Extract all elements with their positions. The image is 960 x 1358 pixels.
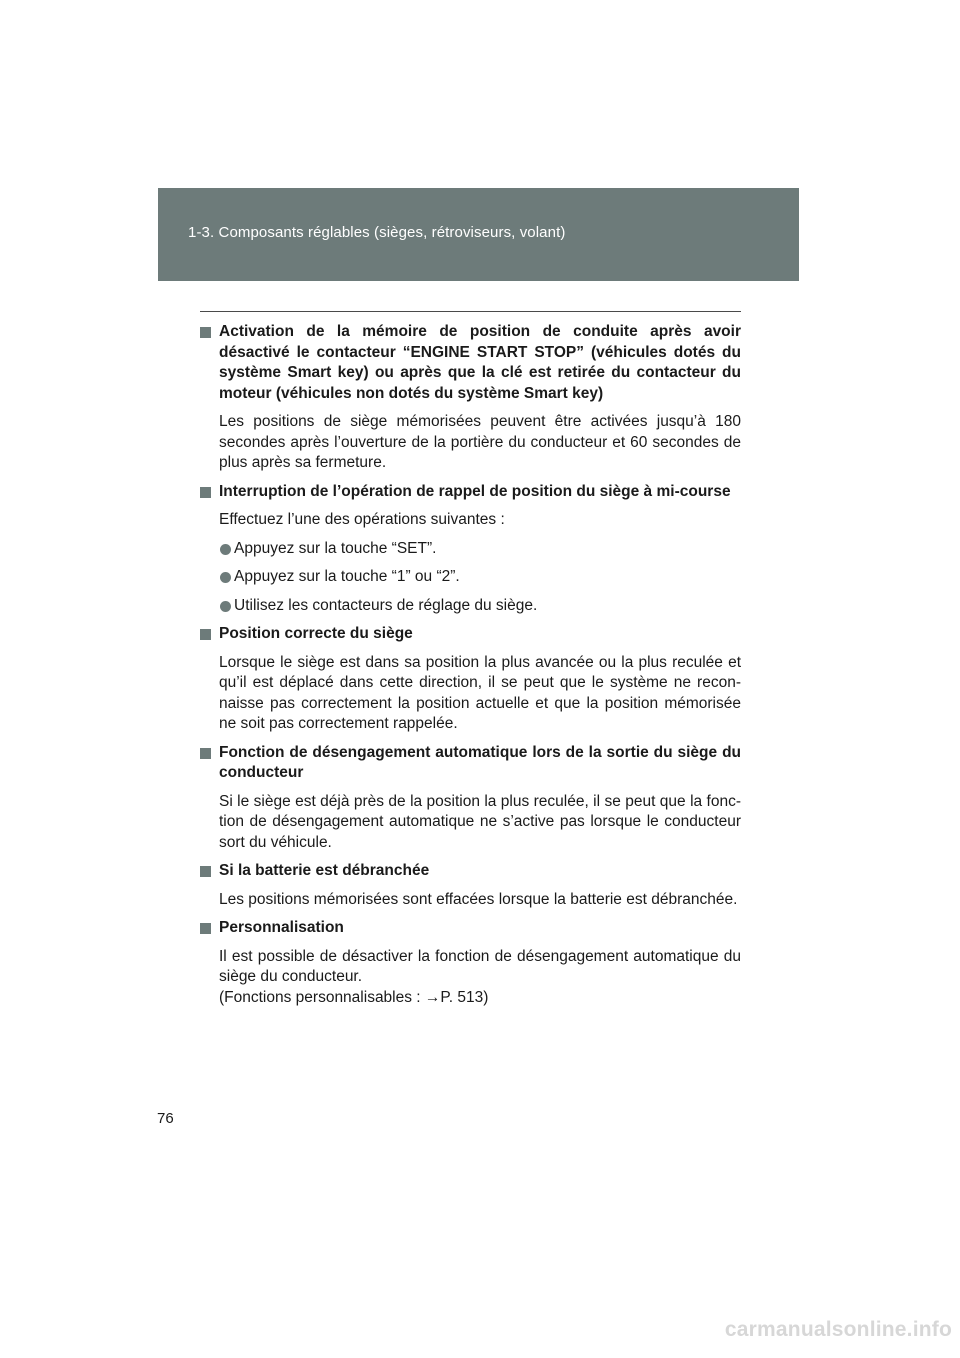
section-heading: Personnalisation [200,918,741,939]
list-item: Appuyez sur la touche “SET”. [200,539,741,560]
section-body: Effectuez l’une des opérations suivantes : [219,511,505,528]
watermark: carmanualsonline.info [724,1318,952,1341]
list-item: Utilisez les contacteurs de réglage du siège. [200,596,741,617]
section-heading: Si la batterie est débranchée [200,861,741,882]
section-body: Si le siège est déjà près de la position la plus reculée, il se peut que la fonc-tion de désengagement automatique ne s’active pas lorsque le conducteur sort du véhicule. [219,792,741,851]
section-body [200,947,741,1009]
section-body: Les positions de siège mémorisées peuvent être activées jusqu’à 180 secondes après l’ouverture de la portière du conducteur et 60 secondes de plus après sa fermeture. [219,413,741,471]
section-heading: Position correcte du siège [200,624,741,645]
customization-reference: (Fonctions personnalisables : →P. 513) [219,988,489,1006]
section-heading: Activation de la mémoire de position de conduite après avoir désactivé le contacteur “ENGINE START STOP” (véhicules dotés du système Smart key) ou après que la clé est retirée du contacteur du moteur (véhicules non dotés du système Smart key) [200,322,741,404]
section-seat-position [200,624,741,735]
round-bullet-icon [220,572,231,583]
square-bullet-icon [200,923,211,934]
section-heading: Interruption de l’opération de rappel de position du siège à mi-course [200,482,741,503]
square-bullet-icon [200,866,211,877]
section-auto-disengage [200,743,741,854]
square-bullet-icon [200,487,211,498]
page-content [200,322,741,1016]
section-battery-disconnected [200,861,741,910]
square-bullet-icon [200,748,211,759]
section-customization [200,918,741,1008]
round-bullet-icon [220,601,231,612]
section-divider [200,311,741,312]
square-bullet-icon [200,327,211,338]
square-bullet-icon [200,629,211,640]
section-memory-activation [200,322,741,474]
round-bullet-icon [220,544,231,555]
chapter-header-band [158,188,799,281]
page-number: 76 [157,1110,174,1127]
list-item: Appuyez sur la touche “1” ou “2”. [200,567,741,588]
customization-text: Il est possible de désactiver la fonction de désengagement automatique du siège du conducteur. [219,947,741,985]
chapter-title: 1-3. Composants réglables (sièges, rétroviseurs, volant) [188,224,566,241]
section-heading: Fonction de désengagement automatique lors de la sortie du siège du conducteur [200,743,741,784]
section-body: Les positions mémorisées sont effacées lorsque la batterie est débranchée. [219,890,738,908]
section-body: Lorsque le siège est dans sa position la plus avancée ou la plus reculée et qu’il est déplacé dans cette direction, il se peut que le système ne recon-naisse pas correctement la position actuelle et que la position mémorisée ne soit pas correctement rappelée. [219,653,741,732]
section-recall-interruption [200,482,741,617]
